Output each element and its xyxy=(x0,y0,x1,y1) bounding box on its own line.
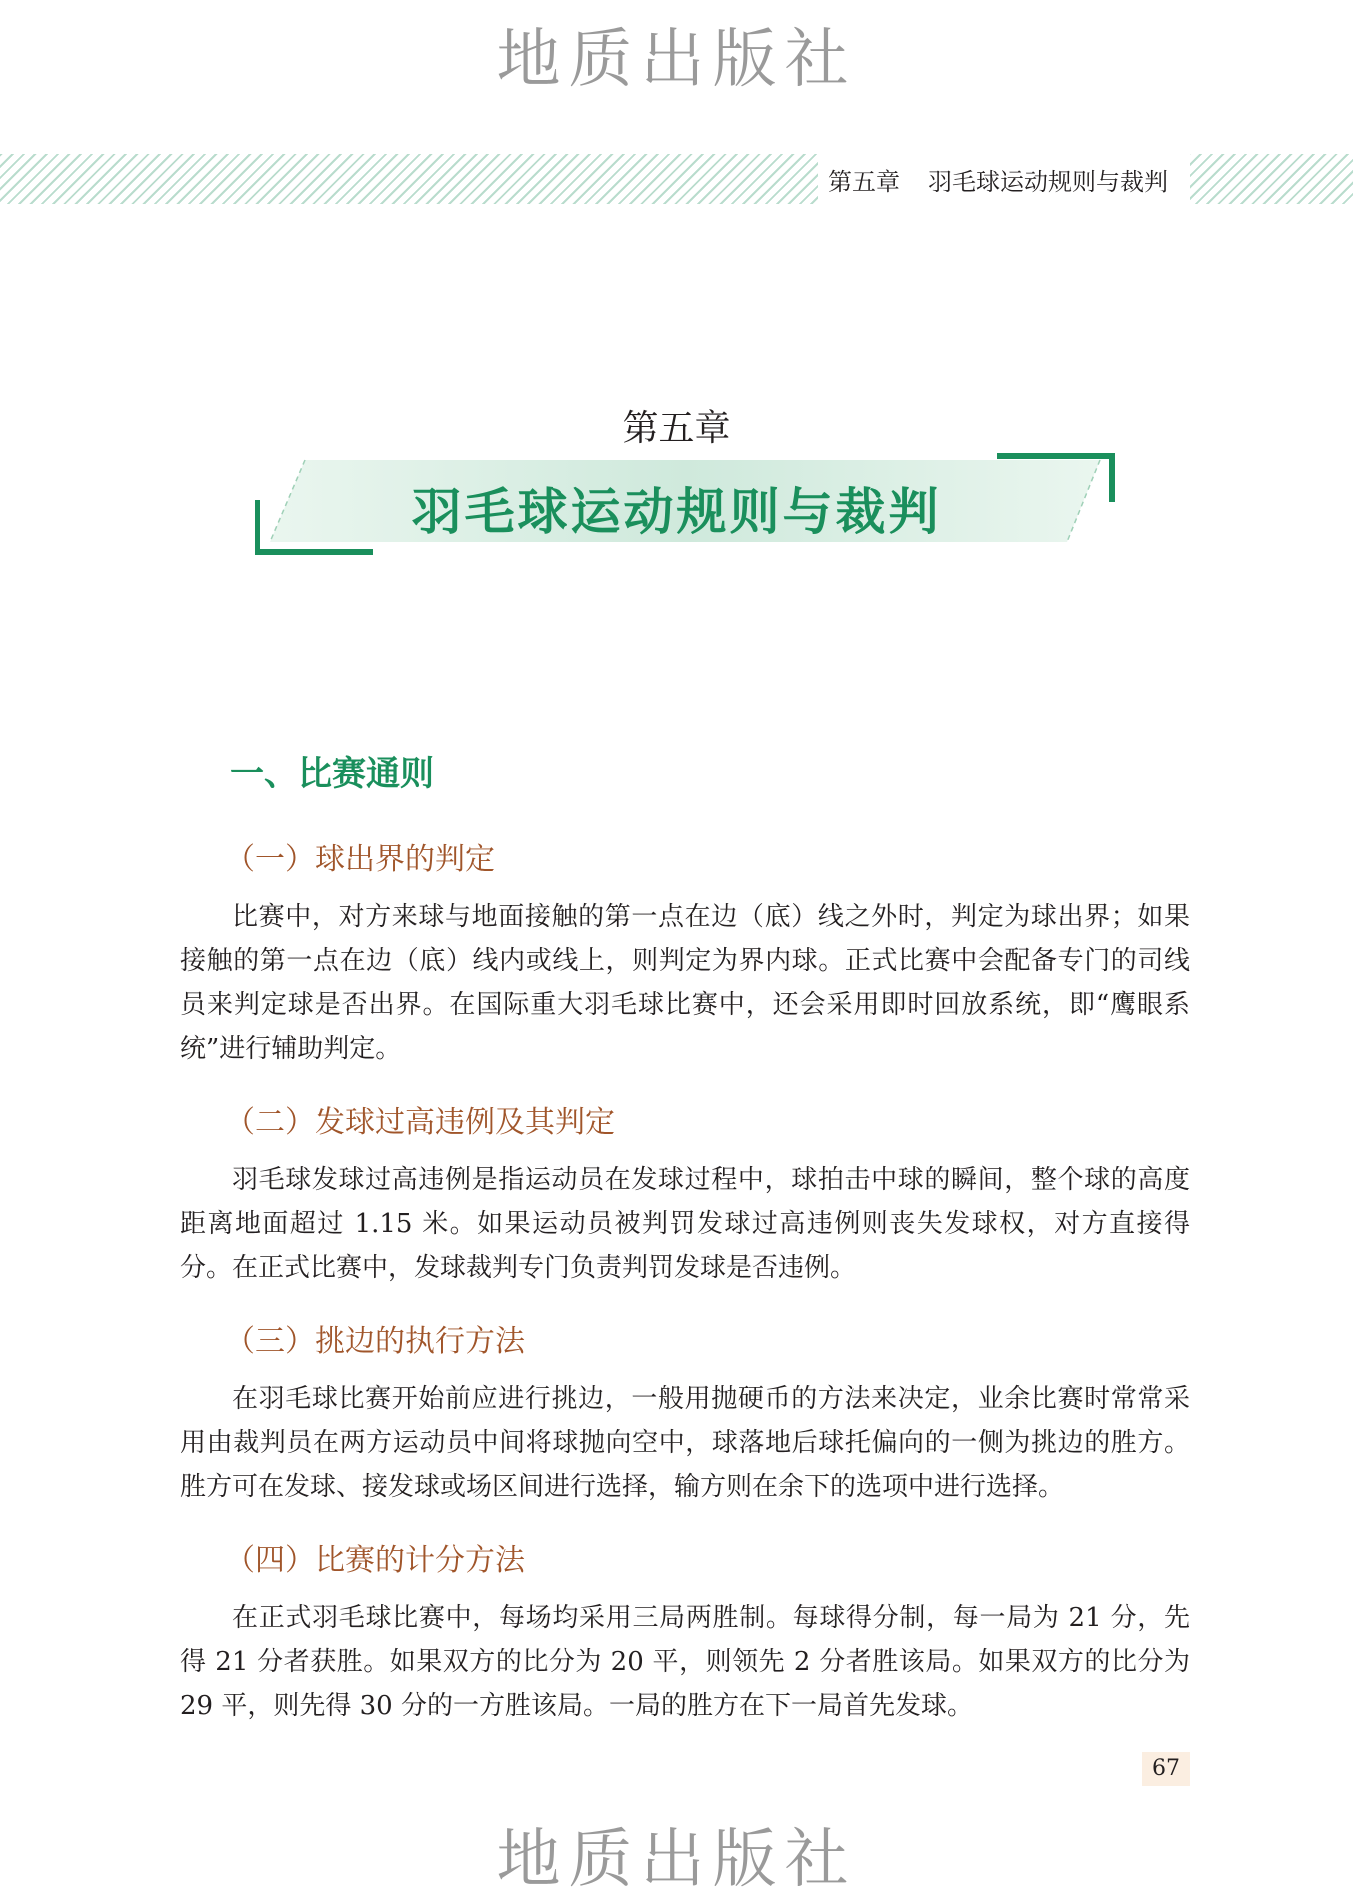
paragraph: 比赛中，对方来球与地面接触的第一点在边（底）线之外时，判定为球出界；如果接触的第一点在边（底）线内或线上，则判定为界内球。正式比赛中会配备专门的司线员来判定球是否出界。在国际重大羽毛球比赛中，还会采用即时回放系统，即“鹰眼系统”进行辅助判定。 xyxy=(180,902,1190,1064)
watermark-bottom: 地质出版社 xyxy=(496,1823,857,1897)
subsection-heading: （二）发球过高违例及其判定 xyxy=(225,1105,615,1140)
subsection-heading: （一）球出界的判定 xyxy=(225,842,495,877)
watermark-top: 地质出版社 xyxy=(496,23,857,97)
chapter-number: 第五章 xyxy=(622,408,731,449)
running-header-title: 羽毛球运动规则与裁判 xyxy=(928,167,1168,196)
running-header-chapter: 第五章 xyxy=(828,167,900,196)
chapter-title: 羽毛球运动规则与裁判 xyxy=(411,483,942,541)
paragraph: 在羽毛球比赛开始前应进行挑边，一般用抛硬币的方法来决定，业余比赛时常常采用由裁判员在两方运动员中间将球抛向空中，球落地后球托偏向的一侧为挑边的胜方。胜方可在发球、接发球或场区间进行选择，输方则在余下的选项中进行选择。 xyxy=(180,1384,1190,1502)
paragraph: 羽毛球发球过高违例是指运动员在发球过程中，球拍击中球的瞬间，整个球的高度距离地面超过 1.15 米。如果运动员被判罚发球过高违例则丧失发球权，对方直接得分。在正式比赛中，发球裁判专门负责判罚发球是否违例。 xyxy=(180,1165,1190,1283)
paragraph: 在正式羽毛球比赛中，每场均采用三局两胜制。每球得分制，每一局为 21 分，先得 21 分者获胜。如果双方的比分为 20 平，则领先 2 分者胜该局。如果双方的比分为 29 平，则先得 30 分的一方胜该局。一局的胜方在下一局首先发球。 xyxy=(180,1603,1190,1721)
page-number: 67 xyxy=(1142,1752,1190,1786)
section-heading: 一、比赛通则 xyxy=(230,754,434,794)
subsection-heading: （三）挑边的执行方法 xyxy=(225,1324,525,1359)
subsection-heading: （四）比赛的计分方法 xyxy=(225,1543,525,1578)
running-header xyxy=(818,154,1190,204)
